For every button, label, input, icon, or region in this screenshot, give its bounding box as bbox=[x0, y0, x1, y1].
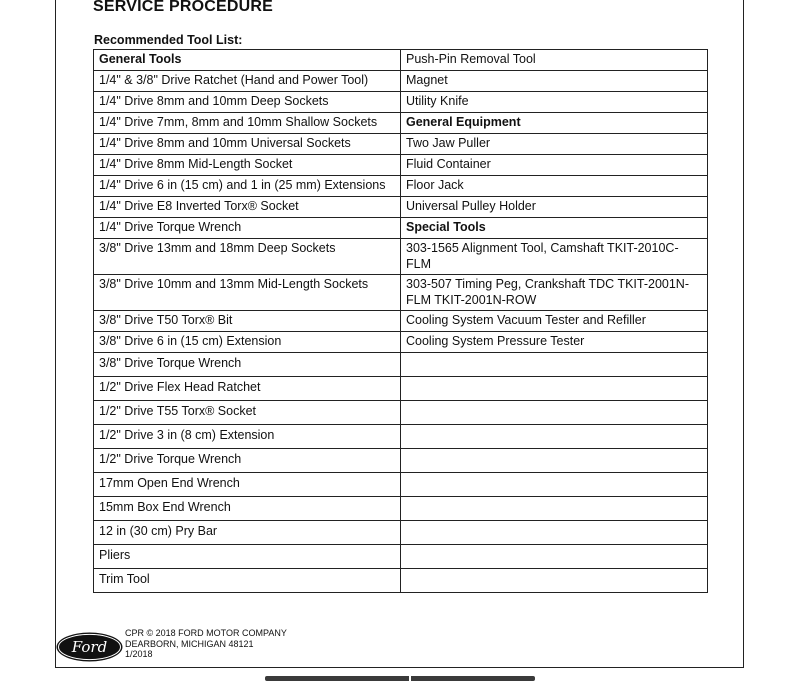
tool-cell: 1/4" Drive 8mm and 10mm Deep Sockets bbox=[94, 92, 401, 113]
tool-cell: 17mm Open End Wrench bbox=[94, 473, 401, 497]
equipment-cell: 303-1565 Alignment Tool, Camshaft TKIT-2010C-FLM bbox=[401, 239, 708, 275]
equipment-cell: 303-507 Timing Peg, Crankshaft TDC TKIT-2001N-FLM TKIT-2001N-ROW bbox=[401, 275, 708, 311]
tool-list-table bbox=[93, 49, 708, 593]
table-row bbox=[94, 332, 708, 353]
table-row bbox=[94, 401, 708, 425]
equipment-cell: General Equipment bbox=[401, 113, 708, 134]
scrollbar-divider bbox=[409, 676, 411, 681]
ford-logo bbox=[56, 632, 123, 662]
equipment-cell bbox=[401, 545, 708, 569]
equipment-cell: Cooling System Pressure Tester bbox=[401, 332, 708, 353]
tool-cell: General Tools bbox=[94, 50, 401, 71]
tool-list-heading: Recommended Tool List: bbox=[94, 33, 243, 47]
table-row bbox=[94, 497, 708, 521]
equipment-cell: Two Jaw Puller bbox=[401, 134, 708, 155]
table-row bbox=[94, 50, 708, 71]
equipment-cell bbox=[401, 497, 708, 521]
document-page bbox=[55, 0, 744, 668]
tool-cell: 3/8" Drive T50 Torx® Bit bbox=[94, 311, 401, 332]
table-row bbox=[94, 275, 708, 311]
equipment-cell bbox=[401, 473, 708, 497]
table-row bbox=[94, 113, 708, 134]
tool-cell: 3/8" Drive 10mm and 13mm Mid-Length Sockets bbox=[94, 275, 401, 311]
tool-cell: 1/2" Drive T55 Torx® Socket bbox=[94, 401, 401, 425]
equipment-cell: Utility Knife bbox=[401, 92, 708, 113]
tool-cell: 1/4" Drive 8mm and 10mm Universal Sockets bbox=[94, 134, 401, 155]
table-row bbox=[94, 521, 708, 545]
copyright-block bbox=[125, 628, 287, 660]
table-row bbox=[94, 377, 708, 401]
table-row bbox=[94, 353, 708, 377]
table-row bbox=[94, 92, 708, 113]
tool-cell: 12 in (30 cm) Pry Bar bbox=[94, 521, 401, 545]
horizontal-scrollbar[interactable] bbox=[265, 676, 535, 681]
table-row bbox=[94, 134, 708, 155]
table-row bbox=[94, 218, 708, 239]
equipment-cell: Fluid Container bbox=[401, 155, 708, 176]
tool-cell: 1/2" Drive Torque Wrench bbox=[94, 449, 401, 473]
table-row bbox=[94, 545, 708, 569]
footer bbox=[56, 626, 356, 662]
equipment-cell bbox=[401, 521, 708, 545]
date-line: 1/2018 bbox=[125, 649, 153, 659]
copyright-line: CPR © 2018 FORD MOTOR COMPANY bbox=[125, 628, 287, 638]
table-row bbox=[94, 449, 708, 473]
tool-cell: 15mm Box End Wrench bbox=[94, 497, 401, 521]
tool-cell: Pliers bbox=[94, 545, 401, 569]
tool-cell: Trim Tool bbox=[94, 569, 401, 593]
tool-cell: 1/4" Drive E8 Inverted Torx® Socket bbox=[94, 197, 401, 218]
tool-cell: 1/2" Drive Flex Head Ratchet bbox=[94, 377, 401, 401]
equipment-cell bbox=[401, 449, 708, 473]
tool-cell: 1/4" & 3/8" Drive Ratchet (Hand and Power Tool) bbox=[94, 71, 401, 92]
table-row bbox=[94, 311, 708, 332]
equipment-cell bbox=[401, 377, 708, 401]
equipment-cell: Floor Jack bbox=[401, 176, 708, 197]
equipment-cell: Push-Pin Removal Tool bbox=[401, 50, 708, 71]
tool-cell: 1/4" Drive Torque Wrench bbox=[94, 218, 401, 239]
address-line: DEARBORN, MICHIGAN 48121 bbox=[125, 638, 254, 649]
equipment-cell bbox=[401, 569, 708, 593]
equipment-cell: Special Tools bbox=[401, 218, 708, 239]
table-row bbox=[94, 473, 708, 497]
table-row bbox=[94, 176, 708, 197]
equipment-cell: Universal Pulley Holder bbox=[401, 197, 708, 218]
tool-cell: 1/4" Drive 8mm Mid-Length Socket bbox=[94, 155, 401, 176]
section-title: SERVICE PROCEDURE bbox=[93, 0, 274, 15]
table-row bbox=[94, 239, 708, 275]
equipment-cell bbox=[401, 401, 708, 425]
equipment-cell bbox=[401, 353, 708, 377]
tool-cell: 3/8" Drive Torque Wrench bbox=[94, 353, 401, 377]
table-row bbox=[94, 71, 708, 92]
equipment-cell: Magnet bbox=[401, 71, 708, 92]
table-row bbox=[94, 425, 708, 449]
equipment-cell bbox=[401, 425, 708, 449]
tool-cell: 1/2" Drive 3 in (8 cm) Extension bbox=[94, 425, 401, 449]
table-row bbox=[94, 569, 708, 593]
ford-logo-text: Ford bbox=[71, 638, 108, 656]
tool-cell: 3/8" Drive 13mm and 18mm Deep Sockets bbox=[94, 239, 401, 275]
tool-cell: 1/4" Drive 6 in (15 cm) and 1 in (25 mm) Extensions bbox=[94, 176, 401, 197]
equipment-cell: Cooling System Vacuum Tester and Refiller bbox=[401, 311, 708, 332]
table-row bbox=[94, 197, 708, 218]
table-row bbox=[94, 155, 708, 176]
tool-cell: 3/8" Drive 6 in (15 cm) Extension bbox=[94, 332, 401, 353]
tool-cell: 1/4" Drive 7mm, 8mm and 10mm Shallow Sockets bbox=[94, 113, 401, 134]
